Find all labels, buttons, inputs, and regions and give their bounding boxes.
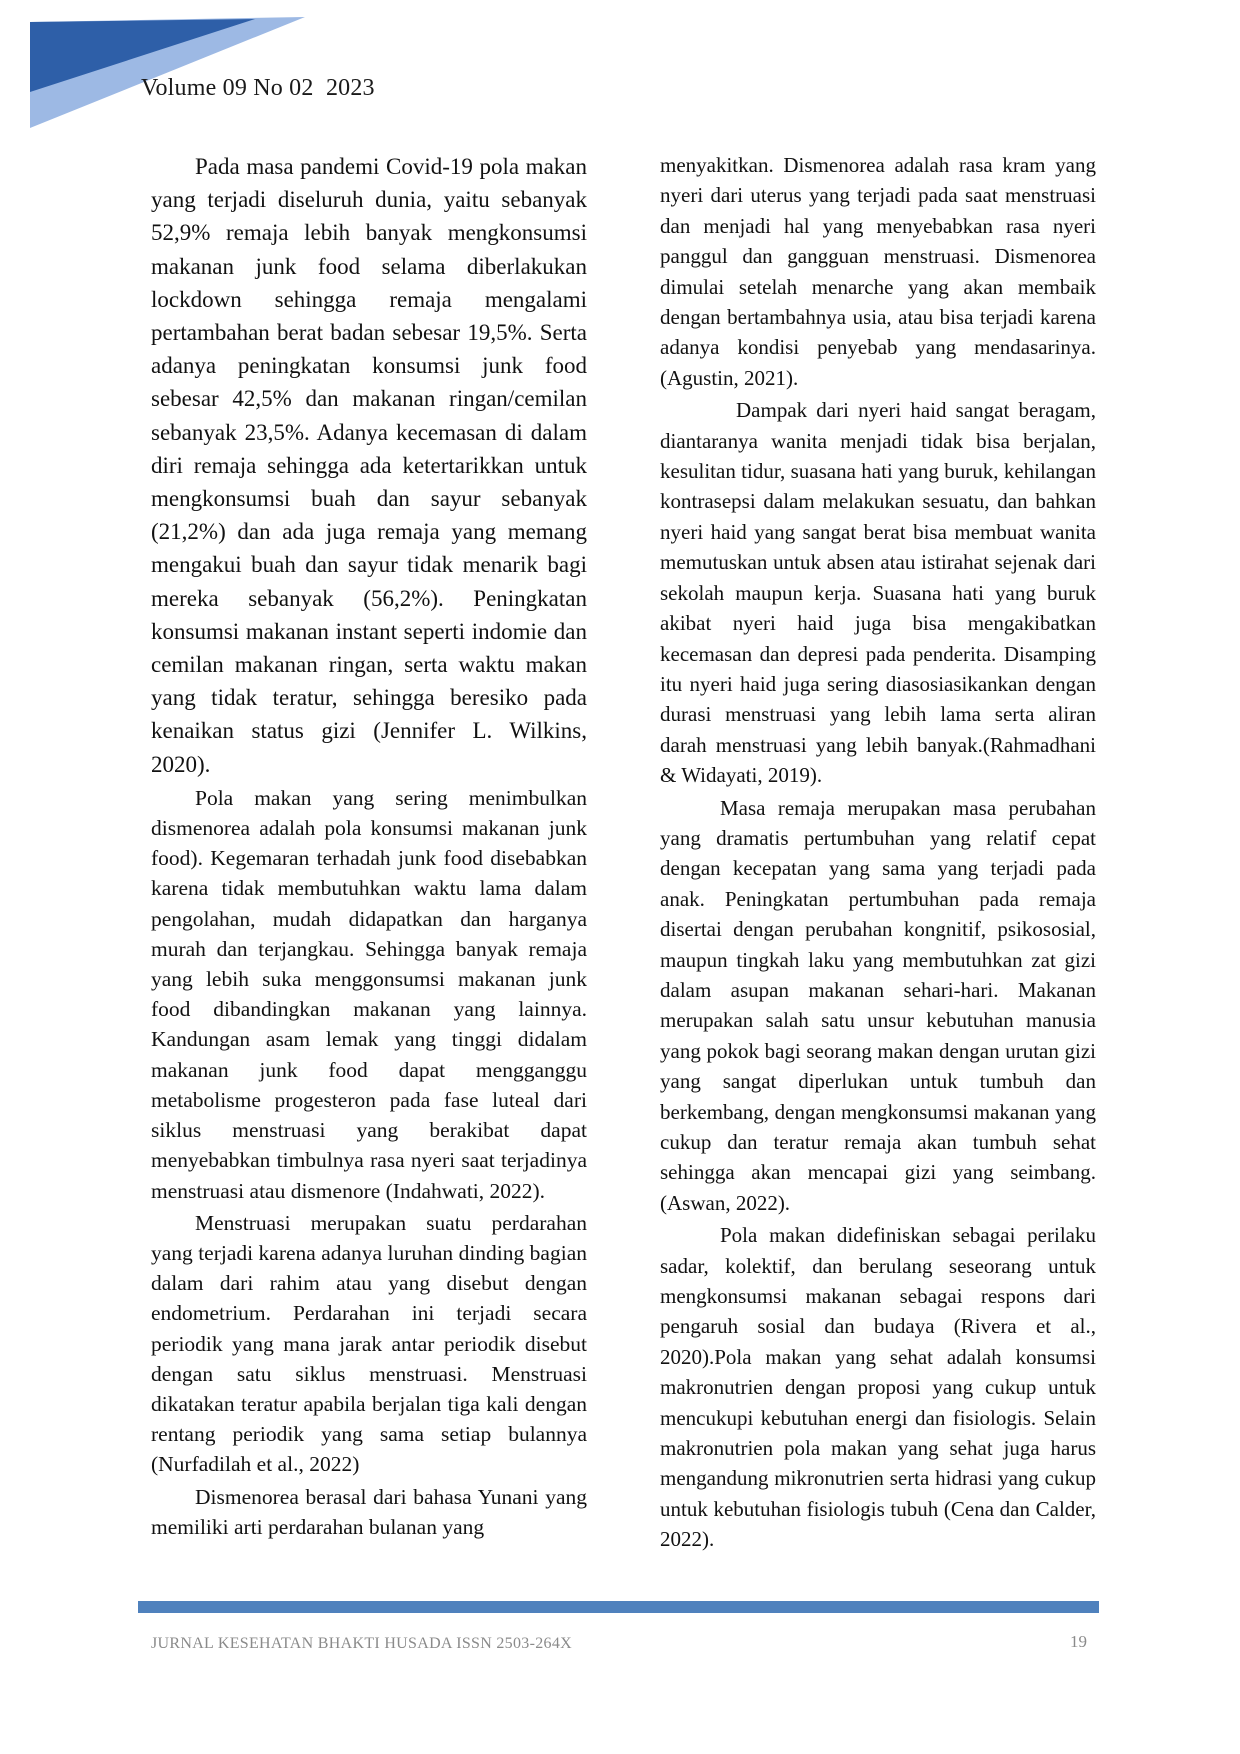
body-paragraph: Pola makan yang sering menimbulkan dismenorea adalah pola konsumsi makanan junk food). Kegemaran terhadah junk food disebabkan karena tidak membutuhkan waktu lama dalam pengolahan, mudah didapatkan dan harganya murah dan terjangkau. Sehingga banyak remaja yang lebih suka menggonsumsi makanan junk food dibandingkan makanan yang lainnya. Kandungan asam lemak yang tinggi didalam makanan junk food dapat mengganggu metabolisme progesteron pada fase luteal dari siklus menstruasi yang berakibat dapat menyebabkan timbulnya rasa nyeri saat terjadinya menstruasi atau dismenore (Indahwati, 2022). [151,785,587,1203]
body-paragraph: Masa remaja merupakan masa perubahan yang dramatis pertumbuhan yang relatif cepat dengan kecepatan yang sama yang terjadi pada anak. Peningkatan pertumbuhan pada remaja disertai dengan perubahan kongnitif, psikososial, maupun tingkah laku yang membutuhkan zat gizi dalam asupan makanan sehari-hari. Makanan merupakan salah satu unsur kebutuhan manusia yang pokok bagi seorang makan dengan urutan gizi yang sangat diperlukan untuk tumbuh dan berkembang, dengan mengkonsumsi makanan yang cukup dan teratur remaja akan tumbuh sehat sehingga akan mencapai gizi yang seimbang. (Aswan, 2022). [660,795,1096,1215]
right-text-column [660,150,1096,1557]
body-paragraph-continued: menyakitkan. Dismenorea adalah rasa kram yang nyeri dari uterus yang terjadi pada saat menstruasi dan menjadi hal yang menyebabkan rasa nyeri panggul dan gangguan menstruasi. Dismenorea dimulai setelah menarche yang akan membaik dengan bertambahnya usia, atau bisa terjadi karena adanya kondisi penyebab yang mendasarinya.(Agustin, 2021). [660,153,1096,390]
body-paragraph: Pada masa pandemi Covid-19 pola makan yang terjadi diseluruh dunia, yaitu sebanyak 52,9% remaja lebih banyak mengkonsumsi makanan junk food selama diberlakukan lockdown sehingga remaja mengalami pertambahan berat badan sebesar 19,5%. Serta adanya peningkatan konsumsi junk food sebesar 42,5% dan makanan ringan/cemilan sebanyak 23,5%. Adanya kecemasan di dalam diri remaja sehingga ada ketertarikkan untuk mengkonsumsi buah dan sayur sebanyak (21,2%) dan ada juga remaja yang memang mengakui buah dan sayur tidak menarik bagi mereka sebanyak (56,2%). Peningkatan konsumsi makanan instant seperti indomie dan cemilan makanan ringan, serta waktu makan yang tidak teratur, sehingga beresiko pada kenaikan status gizi (Jennifer L. Wilkins, 2020). [151,154,587,777]
volume-issue-line: Volume 09 No 02 2023 [141,75,375,101]
body-paragraph: Dismenorea berasal dari bahasa Yunani yang memiliki arti perdarahan bulanan yang [151,1484,587,1539]
footer-journal-name: JURNAL KESEHATAN BHAKTI HUSADA ISSN 2503-264X [151,1635,572,1652]
footer-divider-bar [138,1601,1099,1613]
body-paragraph: Menstruasi merupakan suatu perdarahan yang terjadi karena adanya luruhan dinding bagian dalam dari rahim atau yang disebut dengan endometrium. Perdarahan ini terjadi secara periodik yang mana jarak antar periodik disebut dengan satu siklus menstruasi. Menstruasi dikatakan teratur apabila berjalan tiga kali dengan rentang periodik yang sama setiap bulannya (Nurfadilah et al., 2022) [151,1210,587,1477]
body-paragraph: Pola makan didefiniskan sebagai perilaku sadar, kolektif, dan berulang seseorang untuk mengkonsumsi makanan sebagai respons dari pengaruh sosial dan budaya (Rivera et al., 2020).Pola makan yang sehat adalah konsumsi makronutrien dengan proposi yang cukup untuk mencukupi kebutuhan energi dan fisiologis. Selain makronutrien pola makan yang sehat juga harus mengandung mikronutrien serta hidrasi yang cukup untuk kebutuhan fisiologis tubuh (Cena dan Calder, 2022). [660,1223,1096,1552]
body-paragraph: Dampak dari nyeri haid sangat beragam, diantaranya wanita menjadi tidak bisa berjalan, kesulitan tidur, suasana hati yang buruk, kehilangan kontrasepsi dalam melakukan sesuatu, dan bahkan nyeri haid yang sangat berat bisa membuat wanita memutuskan untuk absen atau istirahat sejenak dari sekolah maupun kerja. Suasana hati yang buruk akibat nyeri haid juga bisa mengakibatkan kecemasan dan depresi pada penderita. Disamping itu nyeri haid juga sering diasosiasikankan dengan durasi menstruasi yang lebih lama serta aliran darah menstruasi yang lebih banyak.(Rahmadhani & Widayati, 2019). [660,398,1096,788]
header-corner-decoration [0,0,320,140]
left-text-column [151,150,587,1544]
page-number: 19 [1070,1632,1087,1651]
